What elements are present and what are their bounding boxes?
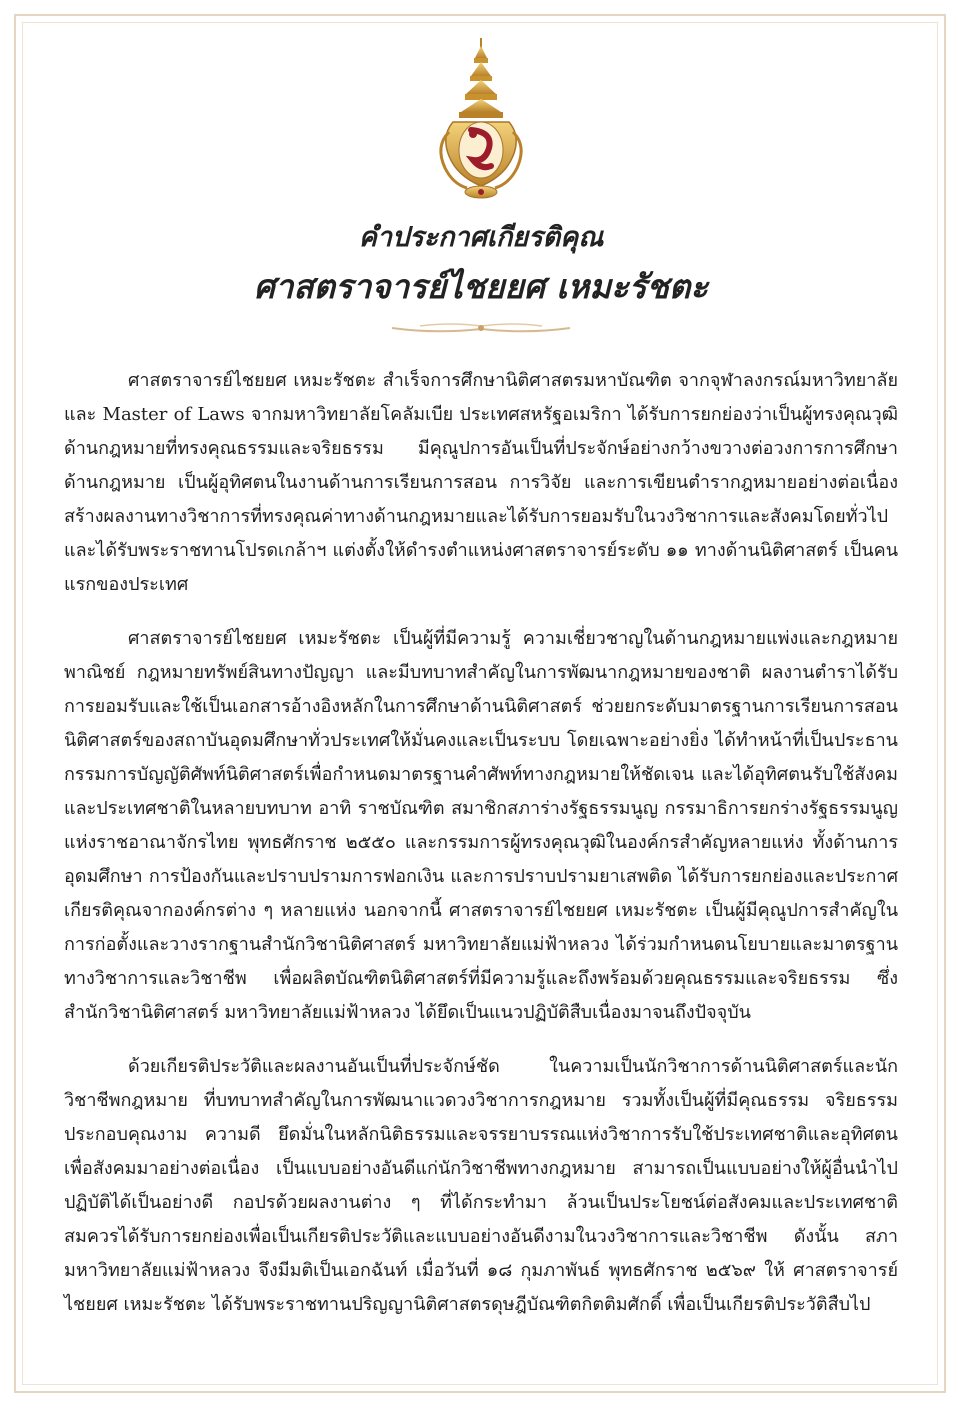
citation-body [64,364,898,1342]
paragraph-1: ศาสตราจารย์ไชยยศ เหมะรัชตะ สำเร็จการศึกษานิติศาสตรมหาบัณฑิต จากจุฬาลงกรณ์มหาวิทยาลัย และ Master of Laws จากมหาวิทยาลัยโคลัมเบีย ประเทศสหรัฐอเมริกา ได้รับการยกย่องว่าเป็นผู้ทรงคุณวุฒิด้านกฎหมายที่ทรงคุณธรรมและจริยธรรม มีคุณูปการอันเป็นที่ประจักษ์อย่างกว้างขวางต่อวงการการศึกษาด้านกฎหมาย เป็นผู้อุทิศตนในงานด้านการเรียนการสอน การวิจัย และการเขียนตำรากฎหมายอย่างต่อเนื่อง สร้างผลงานทางวิชาการที่ทรงคุณค่าทางด้านกฎหมายและได้รับการยอมรับในวงวิชาการและสังคมโดยทั่วไป และได้รับพระราชทานโปรดเกล้าฯ แต่งตั้งให้ดำรงตำแหน่งศาสตราจารย์ระดับ ๑๑ ทางด้านนิติศาสตร์ เป็นคนแรกของประเทศ [64,370,898,595]
honoree-name: ศาสตราจารย์ไชยยศ เหมะรัชตะ [253,267,709,306]
heading [0,218,962,312]
paragraph-2: ศาสตราจารย์ไชยยศ เหมะรัชตะ เป็นผู้ที่มีความรู้ ความเชี่ยวชาญในด้านกฎหมายแพ่งและกฎหมายพาณิชย์ กฎหมายทรัพย์สินทางปัญญา และมีบทบาทสำคัญในการพัฒนากฎหมายของชาติ ผลงานตำราได้รับการยอมรับและใช้เป็นเอกสารอ้างอิงหลักในการศึกษาด้านนิติศาสตร์ ช่วยยกระดับมาตรฐานการเรียนการสอนนิติศาสตร์ของสถาบันอุดมศึกษาทั่วประเทศให้มั่นคงและเป็นระบบ โดยเฉพาะอย่างยิ่ง ได้ทำหน้าที่เป็นประธานกรรมการบัญญัติศัพท์นิติศาสตร์เพื่อกำหนดมาตรฐานคำศัพท์ทางกฎหมายให้ชัดเจน และได้อุทิศตนรับใช้สังคมและประเทศชาติในหลายบทบาท อาทิ ราชบัณฑิต สมาชิกสภาร่างรัฐธรรมนูญ กรรมาธิการยกร่างรัฐธรรมนูญแห่งราชอาณาจักรไทย พุทธศักราช ๒๕๕๐ และกรรมการผู้ทรงคุณวุฒิในองค์กรสำคัญหลายแห่ง ทั้งด้านการอุดมศึกษา การป้องกันและปราบปรามการฟอกเงิน และการปราบปรามยาเสพติด ได้รับการยกย่องและประกาศเกียรติคุณจากองค์กรต่าง ๆ หลายแห่ง นอกจากนี้ ศาสตราจารย์ไชยยศ เหมะรัชตะ เป็นผู้มีคุณูปการสำคัญในการก่อตั้งและวางรากฐานสำนักวิชานิติศาสตร์ มหาวิทยาลัยแม่ฟ้าหลวง ได้ร่วมกำหนดนโยบายและมาตรฐานทางวิชาการและวิชาชีพ เพื่อผลิตบัณฑิตนิติศาสตร์ที่มีความรู้และถึงพร้อมด้วยคุณธรรมและจริยธรรม ซึ่งสำนักวิชานิติศาสตร์ มหาวิทยาลัยแม่ฟ้าหลวง ได้ยึดเป็นแนวปฏิบัติสืบเนื่องมาจนถึงปัจจุบัน [64,628,898,1023]
page-title: คำประกาศเกียรติคุณ [358,222,604,253]
paragraph-3: ด้วยเกียรติประวัติและผลงานอันเป็นที่ประจักษ์ชัด ในความเป็นนักวิชาการด้านนิติศาสตร์และนักวิชาชีพกฎหมาย ที่บทบาทสำคัญในการพัฒนาแวดวงวิชาการกฎหมาย รวมทั้งเป็นผู้ที่มีคุณธรรม จริยธรรม ประกอบคุณงาม ความดี ยึดมั่นในหลักนิติธรรมและจรรยาบรรณแห่งวิชาการรับใช้ประเทศชาติและอุทิศตนเพื่อสังคมมาอย่างต่อเนื่อง เป็นแบบอย่างอันดีแก่นักวิชาชีพทางกฎหมาย สามารถเป็นแบบอย่างให้ผู้อื่นนำไปปฏิบัติได้เป็นอย่างดี กอปรด้วยผลงานต่าง ๆ ที่ได้กระทำมา ล้วนเป็นประโยชน์ต่อสังคมและประเทศชาติ สมควรได้รับการยกย่องเพื่อเป็นเกียรติประวัติและแบบอย่างอันดีงามในวงวิชาการและวิชาชีพ ดังนั้น สภามหาวิทยาลัยแม่ฟ้าหลวง จึงมีมติเป็นเอกฉันท์ เมื่อวันที่ ๑๘ กุมภาพันธ์ พุทธศักราช ๒๕๖๙ ให้ ศาสตราจารย์ไชยยศ เหมะรัชตะ ได้รับพระราชทานปริญญานิติศาสตรดุษฎีบัณฑิตกิตติมศักดิ์ เพื่อเป็นเกียรติประวัติสืบไป [64,1056,898,1315]
university-emblem-icon [431,36,531,204]
divider-ornament-icon [390,320,572,336]
